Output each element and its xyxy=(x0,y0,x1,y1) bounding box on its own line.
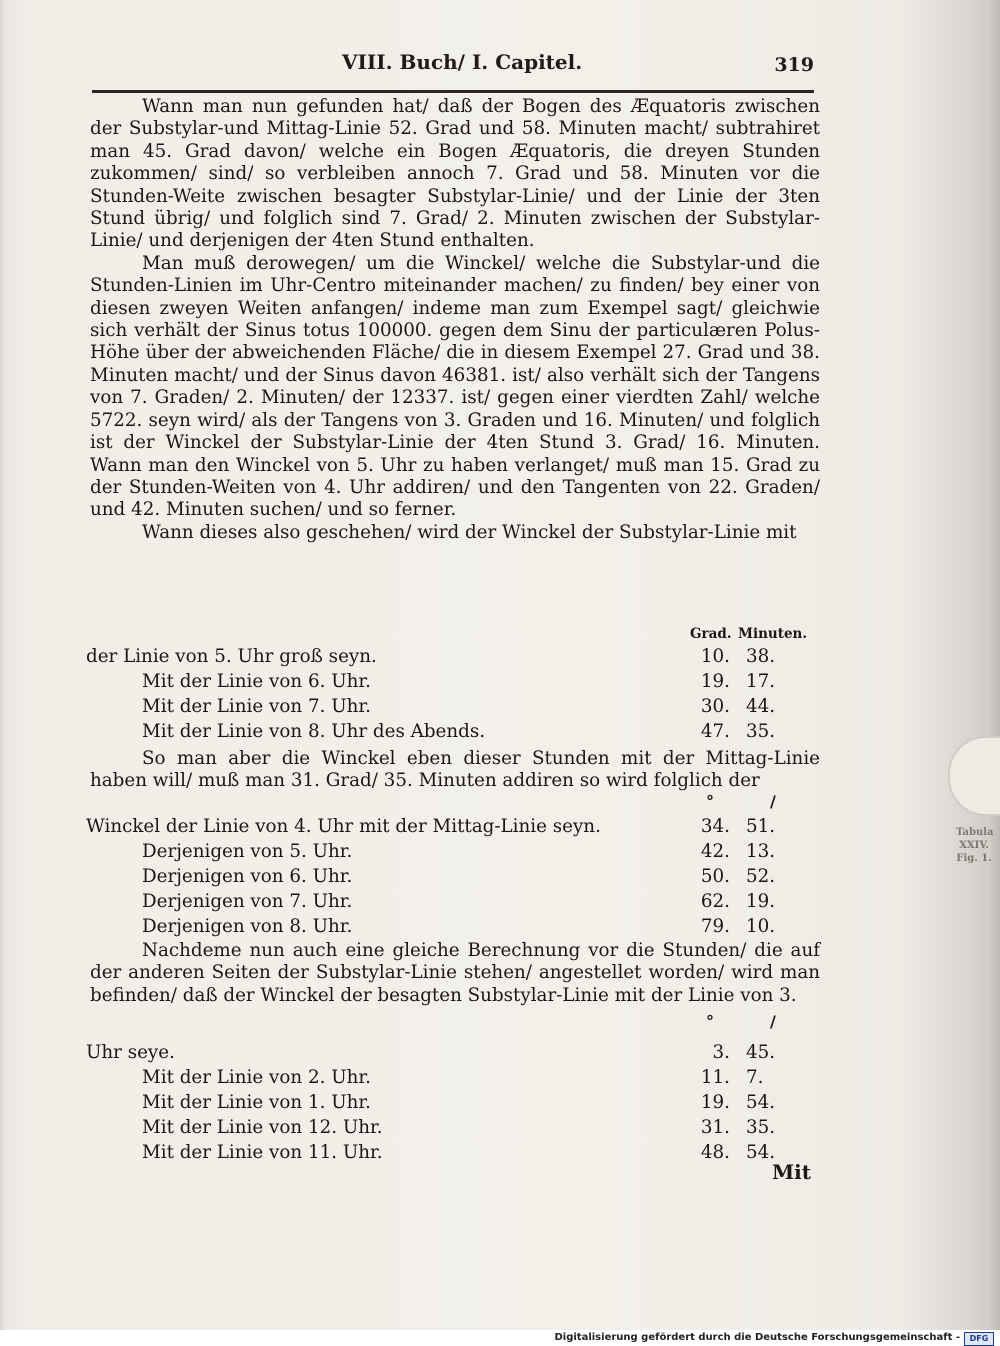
row-label: Mit der Linie von 12. Uhr. xyxy=(142,1117,383,1138)
row-label: Derjenigen von 8. Uhr. xyxy=(142,916,353,937)
paragraph: Nachdeme nun auch eine gleiche Berechnung vor die Stunden/ die auf der anderen Seiten der Substylar-Linie stehen/ angestellet worden/ wird man befinden/ daß der Winckel der besagten Substylar-Linie mit der Linie von 3. xyxy=(90,940,820,1006)
row-degrees: 10. xyxy=(700,646,730,667)
deg-symbol: ° xyxy=(706,792,714,811)
row-degrees: 62. xyxy=(700,891,730,912)
row-label: Uhr seye. xyxy=(86,1042,175,1063)
page-header xyxy=(92,46,814,93)
deg-symbol: ° xyxy=(706,1012,714,1031)
body-text xyxy=(90,748,820,793)
catchword: Mit xyxy=(772,1160,811,1184)
angle-table-substylar xyxy=(86,646,808,746)
row-minutes: 52. xyxy=(746,866,776,887)
min-symbol: / xyxy=(770,792,776,811)
paragraph: So man aber die Winckel eben dieser Stunden mit der Mittag-Linie haben will/ muß man 31. Grad/ 35. Minuten addiren so wird folglich der xyxy=(90,748,820,792)
row-minutes: 44. xyxy=(746,696,776,717)
row-degrees: 19. xyxy=(700,671,730,692)
row-degrees: 47. xyxy=(700,721,730,742)
table-row xyxy=(86,866,808,891)
row-degrees: 30. xyxy=(700,696,730,717)
table-row xyxy=(86,721,808,746)
row-minutes: 35. xyxy=(746,1117,776,1138)
min-symbol: / xyxy=(770,1012,776,1031)
row-degrees: 11. xyxy=(700,1067,730,1088)
row-minutes: 54. xyxy=(746,1092,776,1113)
row-minutes: 51. xyxy=(746,816,776,837)
paragraph: Wann dieses also geschehen/ wird der Winckel der Substylar-Linie mit xyxy=(142,521,797,543)
body-text xyxy=(90,940,820,1007)
table-row xyxy=(86,916,808,941)
paragraph: Wann man nun gefunden hat/ daß der Bogen des Æquatoris zwischen der Substylar-und Mittag-Linie 52. Grad und 58. Minuten macht/ subtrahiret man 45. Grad davon/ welche ein Bogen Æquatoris, die dreyen Stunden zukommen/ sind/ so verbleiben annoch 7. Grad und 58. Minuten vor die Stunden-Weite zwischen besagter Substylar-Linie/ und der Linie der 3ten Stund übrig/ und folglich sind 7. Grad/ 2. Minuten zwischen der Substylar-Linie/ und derjenigen der 4ten Stund enthalten. xyxy=(90,96,820,252)
angle-table-other-side xyxy=(86,1042,808,1167)
row-minutes: 17. xyxy=(746,671,776,692)
page-clip-tab xyxy=(948,736,1000,816)
row-label: Derjenigen von 5. Uhr. xyxy=(142,841,353,862)
row-minutes: 54. xyxy=(746,1142,776,1163)
row-label: Winckel der Linie von 4. Uhr mit der Mittag-Linie seyn. xyxy=(86,816,601,837)
table-row xyxy=(86,671,808,696)
table-row xyxy=(86,1092,808,1117)
row-degrees: 31. xyxy=(700,1117,730,1138)
table-row xyxy=(86,1042,808,1067)
table-row xyxy=(86,646,808,671)
table-row xyxy=(86,1142,808,1167)
digitization-footer xyxy=(0,1330,1000,1346)
row-label: Derjenigen von 6. Uhr. xyxy=(142,866,353,887)
table-row xyxy=(86,696,808,721)
row-degrees: 79. xyxy=(700,916,730,937)
table-row xyxy=(86,1067,808,1092)
dfg-logo-icon[interactable]: DFG xyxy=(964,1332,994,1346)
row-degrees: 50. xyxy=(700,866,730,887)
row-degrees: 48. xyxy=(700,1142,730,1163)
row-minutes: 35. xyxy=(746,721,776,742)
row-label: Mit der Linie von 2. Uhr. xyxy=(142,1067,371,1088)
row-degrees: 19. xyxy=(700,1092,730,1113)
running-title: VIII. Buch/ I. Capitel. xyxy=(342,50,583,74)
row-label: Mit der Linie von 8. Uhr des Abends. xyxy=(142,721,486,742)
row-label: Mit der Linie von 11. Uhr. xyxy=(142,1142,383,1163)
margin-note: Tabula XXIV. Fig. 1. xyxy=(956,827,994,864)
page-edge xyxy=(986,0,1000,1330)
funding-notice: Digitalisierung gefördert durch die Deutsche Forschungsgemeinschaft - xyxy=(554,1332,960,1343)
row-label: Mit der Linie von 7. Uhr. xyxy=(142,696,371,717)
row-label: Derjenigen von 7. Uhr. xyxy=(142,891,353,912)
col-header-minuten: Minuten. xyxy=(738,626,808,642)
row-minutes: 38. xyxy=(746,646,776,667)
row-degrees: 42. xyxy=(700,841,730,862)
table-row xyxy=(86,816,808,841)
col-header-grad: Grad. xyxy=(690,626,732,642)
angle-table-meridian xyxy=(86,816,808,941)
row-degrees: 34. xyxy=(700,816,730,837)
page-number: 319 xyxy=(774,54,814,76)
table-row xyxy=(86,1117,808,1142)
row-label: der Linie von 5. Uhr groß seyn. xyxy=(86,646,377,667)
row-minutes: 45. xyxy=(746,1042,776,1063)
paragraph: Man muß derowegen/ um die Winckel/ welche die Substylar-und die Stunden-Linien im Uhr-Centro miteinander machen/ zu finden/ bey einer von diesen zweyen Weiten anfangen/ indeme man zum Exempel sagt/ gleichwie sich verhält der Sinus totus 100000. gegen dem Sinu der particulæren Polus-Höhe über der abweichenden Fläche/ die in diesem Exempel 27. Grad und 38. Minuten macht/ und der Sinus davon 46381. ist/ also verhält sich der Tangens von 7. Graden/ 2. Minuten/ der 12337. ist/ gegen einer vierdten Zahl/ welche 5722. seyn wird/ als der Tangens von 3. Graden und 16. Minuten/ und folglich ist der Winckel der Substylar-Linie der 4ten Stund 3. Grad/ 16. Minuten. Wann man den Winckel von 5. Uhr zu haben verlanget/ muß man 15. Grad zu der Stunden-Weiten von 4. Uhr addiren/ und den Tangenten von 22. Graden/ und 42. Minuten suchen/ und so ferner. xyxy=(90,252,820,521)
row-minutes: 19. xyxy=(746,891,776,912)
row-minutes: 7. xyxy=(746,1067,764,1088)
row-degrees: 3. xyxy=(712,1042,730,1063)
row-label: Mit der Linie von 1. Uhr. xyxy=(142,1092,371,1113)
row-label: Mit der Linie von 6. Uhr. xyxy=(142,671,371,692)
row-minutes: 13. xyxy=(746,841,776,862)
body-text xyxy=(90,96,820,544)
row-minutes: 10. xyxy=(746,916,776,937)
table-row xyxy=(86,841,808,866)
table-row xyxy=(86,891,808,916)
